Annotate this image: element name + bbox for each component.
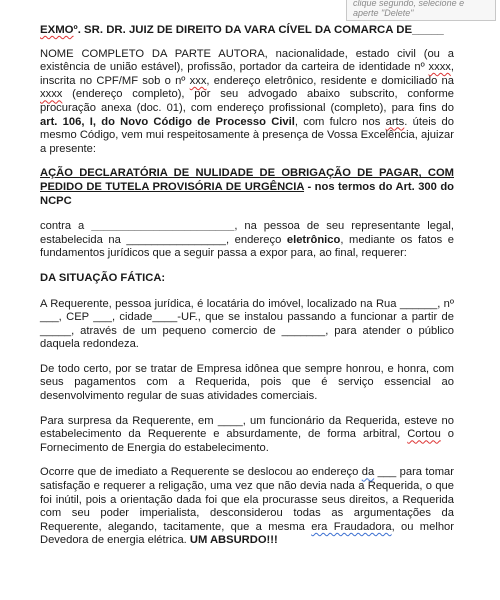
text-run: o Fornecimento de Energia do estabelecimento. bbox=[40, 428, 454, 454]
bold-exclamation: UM ABSURDO!!! bbox=[189, 534, 278, 547]
text-run: , mediante os fatos e fundamentos jurídicos que a seguir passa a expor para, ao final, requerer: bbox=[40, 233, 455, 260]
facts-paragraph-3 bbox=[40, 415, 454, 456]
text-run: , inscrita no CPF/MF sob o nº bbox=[40, 61, 454, 87]
text-run: , com fulcro nos bbox=[294, 115, 386, 128]
header-text: º. SR. DR. JUIZ DE DIREITO DA VARA CÍVEL DA COMARCA DE_____ bbox=[73, 24, 444, 36]
flagged-word: da bbox=[361, 466, 375, 479]
tooltip-line: aperte "Delete" bbox=[353, 8, 414, 18]
text-run: , ou melhor Devedora de energia elétrica. bbox=[40, 520, 454, 547]
placeholder-word: arts bbox=[385, 115, 405, 128]
document-header bbox=[40, 24, 454, 38]
defendant-paragraph bbox=[40, 220, 454, 261]
bold-word: eletrônico bbox=[286, 233, 341, 246]
text-run: . úteis do mesmo Código, vem mui respeitosamente à presença de Vossa Excelência, ajuizar a presente: bbox=[40, 115, 454, 155]
text-run: , endereço eletrônico, residente e domiciliado na bbox=[206, 74, 454, 87]
facts-paragraph-1: A Requerente, pessoa jurídica, é locatária do imóvel, localizado na Rua ______, nº ___, CEP ___, cidade____-UF., que se instalou passando a funcionar a partir de _____, através de um pequeno comercio de _______, para atender o público daquela redondeza. bbox=[40, 297, 454, 351]
action-title-main: AÇÃO DECLARATÓRIA DE NULIDADE DE OBRIGAÇÃO DE PAGAR, COM PEDIDO DE TUTELA PROVISÓRIA DE URGÊNCIA bbox=[40, 167, 454, 193]
text-run: , na pessoa de seu representante legal, estabelecida na bbox=[40, 220, 454, 246]
text-run: , endereço bbox=[225, 233, 287, 246]
facts-paragraph-4 bbox=[40, 466, 454, 548]
blank-field: ________________ bbox=[126, 233, 226, 246]
legal-reference: art. 106, I, do Novo Código de Processo Civil bbox=[40, 115, 295, 128]
action-title bbox=[40, 167, 454, 208]
text-run: Ocorre que de imediato a Requerente se deslocou ao endereço bbox=[40, 466, 362, 479]
tooltip-line: clique segundo, selecione e bbox=[353, 0, 465, 8]
facts-paragraph-2: De todo certo, por se tratar de Empresa idônea que sempre honrou, e honra, com seus pagamentos com a Requerida, pois que é serviço essencial ao desenvolvimento regular de suas atividades comerciais. bbox=[40, 362, 454, 403]
text-run: ___ para tomar satisfação e requerer a religação, uma vez que não devia nada a Requerida, o que foi inútil, pois a orientação dada foi que ela procurasse seus direitos, a Requerida com seu poder imperialista, desconsiderou todas as argumentações da Requerente, alegando, tacitamente, que a mesma bbox=[40, 466, 454, 533]
section-title: DA SITUAÇÃO FÁTICA: bbox=[40, 271, 166, 284]
text-run: Para surpresa da Requerente, em ____, um funcionário da Requerida, esteve no estabelecimento da Requerente e absurdamente, de forma arbitral, bbox=[40, 414, 454, 441]
document-page bbox=[40, 24, 454, 559]
action-title-rest: - nos termos do Art. 300 do NCPC bbox=[40, 180, 455, 207]
placeholder-word: xxxx bbox=[428, 61, 451, 74]
placeholder-word: xxx bbox=[189, 74, 207, 87]
text-run: (endereço completo), por seu advogado abaixo subscrito, conforme procuração anexa (doc. 01), com endereço profissional (completo), para fins do bbox=[40, 88, 454, 114]
text-run: contra a bbox=[40, 220, 92, 233]
blank-field: _______________________ bbox=[91, 220, 235, 233]
instruction-tooltip bbox=[346, 0, 496, 21]
flagged-word: era Fraudadora bbox=[311, 520, 392, 533]
text-run: NOME COMPLETO DA PARTE AUTORA, nacionalidade, estado civil (ou a existência de união estável), profissão, portador da carteira de identidade nº bbox=[40, 47, 454, 74]
flagged-word: Cortou bbox=[407, 428, 441, 441]
qualification-paragraph bbox=[40, 48, 454, 157]
placeholder-word: xxxx bbox=[40, 88, 63, 101]
header-exmo: EXMO bbox=[40, 24, 74, 36]
